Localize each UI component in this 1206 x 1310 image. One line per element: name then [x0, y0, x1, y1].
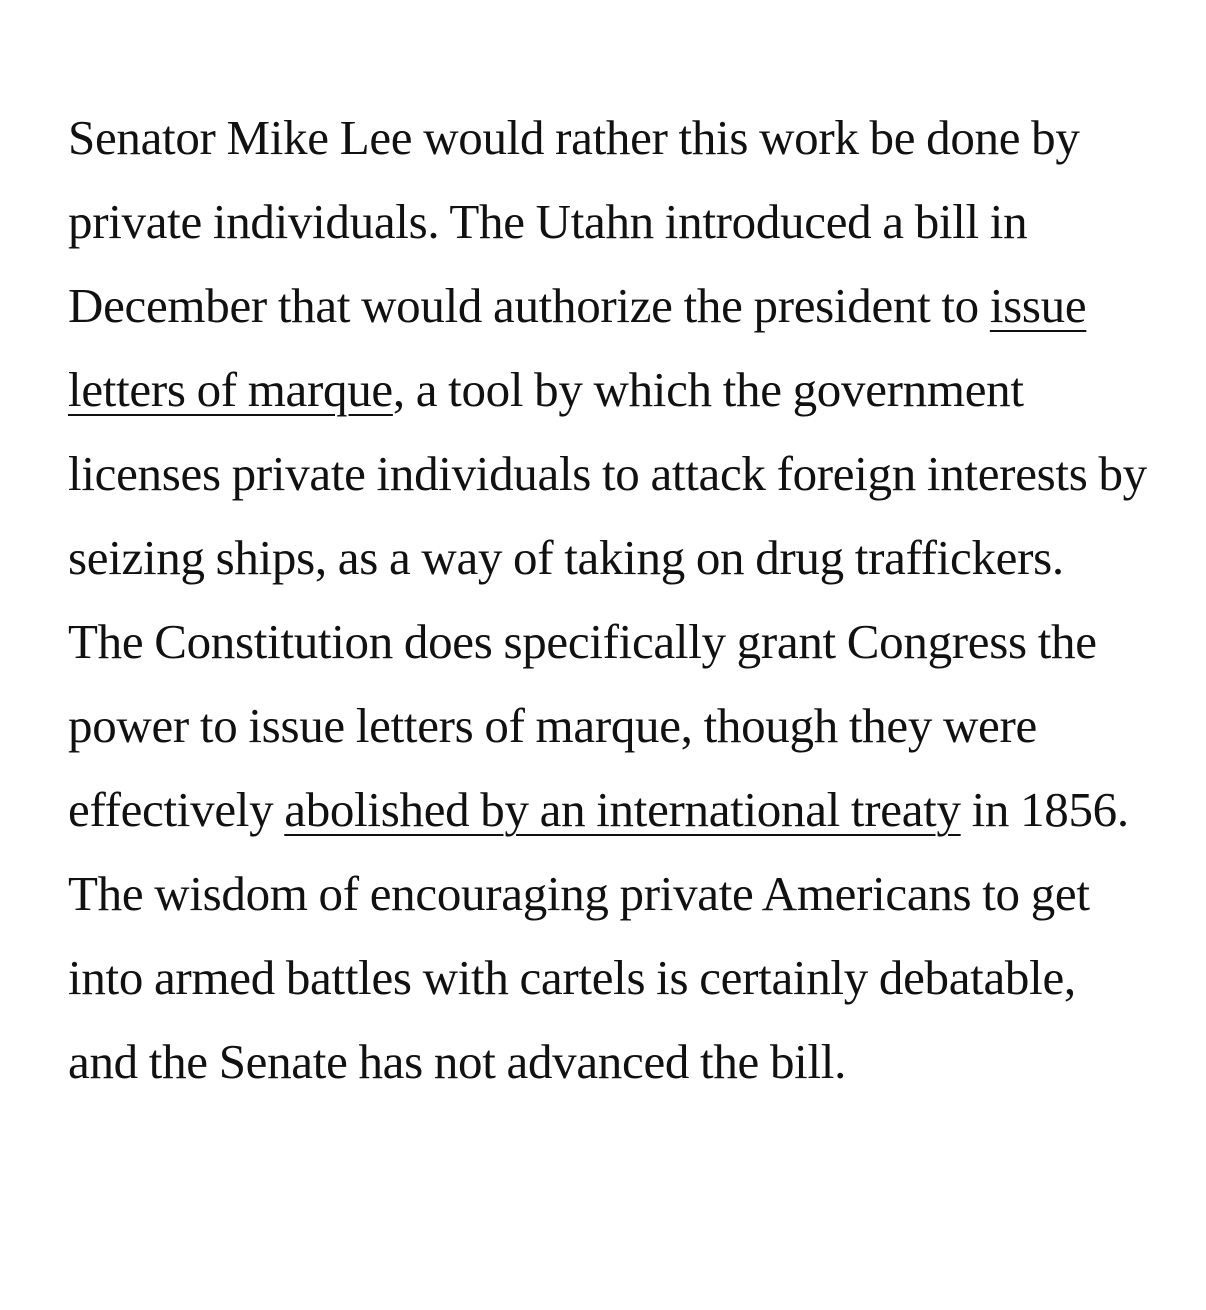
paragraph-text: in 1856. The wisdom of encouraging private Americans to get into armed battles with cartels is certainly debatable, and the Senate has not advanced the bill. — [68, 782, 1129, 1089]
paragraph-text: , a tool by which the government licenses private individuals to attack foreign interests by seizing ships, as a way of taking on drug traffickers. The Constitution does specifically grant Congress the power to issue letters of marque, though they were effectively — [68, 362, 1147, 837]
link-international-treaty[interactable]: abolished by an international treaty — [284, 782, 961, 837]
paragraph-text: Senator Mike Lee would rather this work be done by private individuals. The Utahn introduced a bill in December that would authorize the president to — [68, 110, 1080, 333]
link-letters-of-marque[interactable]: issue letters of marque — [68, 278, 1087, 417]
article-body — [68, 96, 1148, 1104]
article-paragraph — [68, 96, 1148, 1104]
